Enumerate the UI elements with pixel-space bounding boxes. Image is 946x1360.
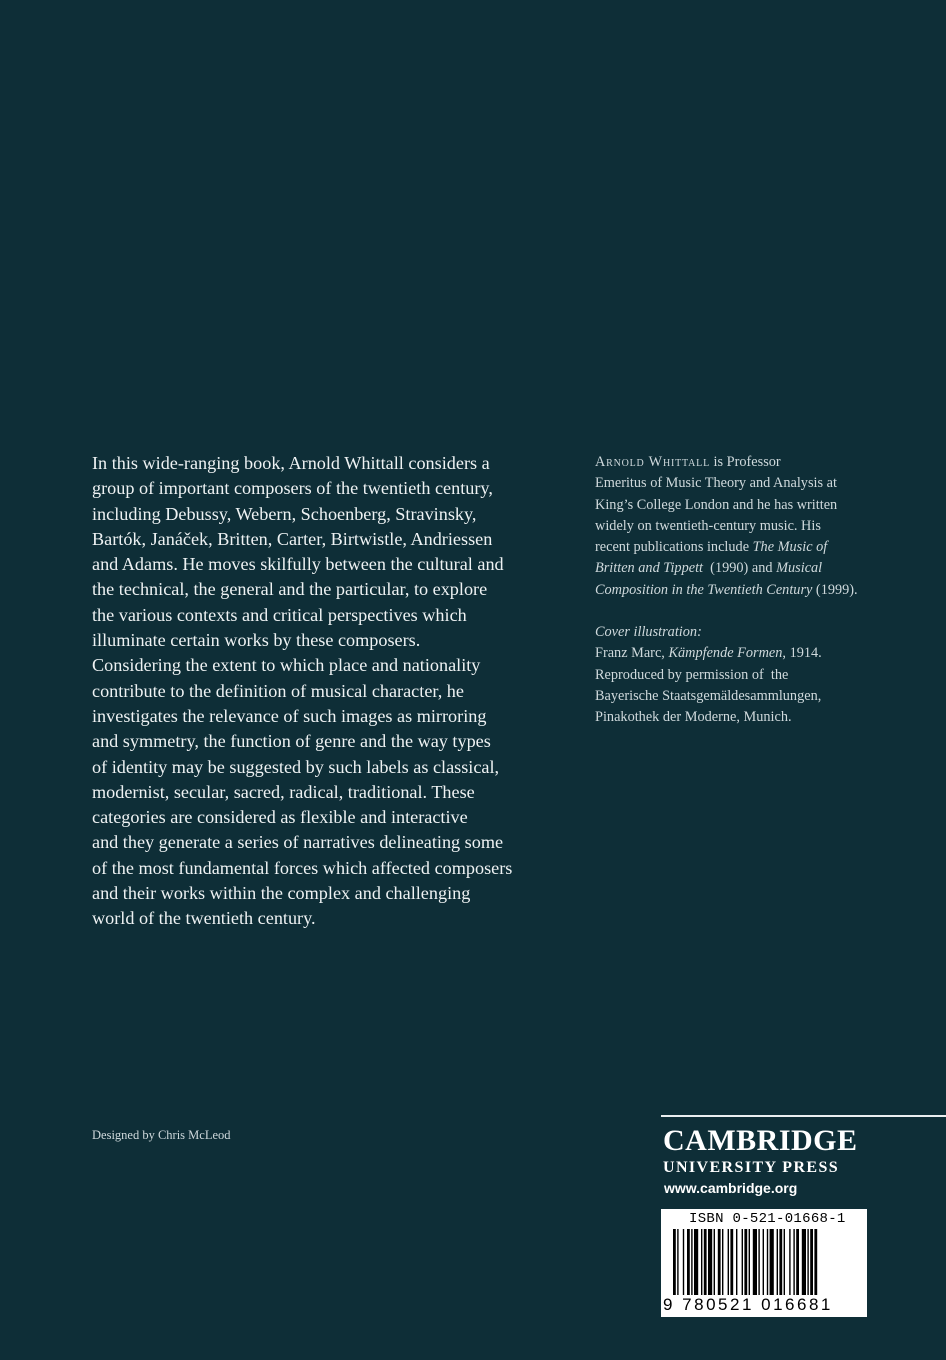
barcode-bar [722,1229,723,1295]
barcode-bar [704,1229,707,1295]
author-text: (1990) and [703,560,777,577]
artwork-title: Kämpfende Formen [668,645,783,662]
blurb-line: modernist, secular, sacred, radical, traditional. These [92,781,475,802]
barcode-bar [777,1229,778,1295]
barcode-bar [784,1229,785,1295]
barcode-bar [677,1229,678,1295]
barcode-bar [694,1229,698,1295]
publisher-url: www.cambridge.org [664,1180,798,1196]
publisher-sub: UNIVERSITY PRESS [663,1159,840,1176]
blurb-line: the technical, the general and the particular, to explore [92,579,488,600]
barcode-bar [753,1229,757,1295]
blurb-text [92,451,542,932]
barcode-bar [810,1229,813,1295]
author-bio-line [595,558,895,579]
blurb-line: including Debussy, Webern, Schoenberg, Stravinsky, [92,503,477,524]
author-bio-line: King’s College London and he has written [595,496,838,513]
barcode-bar [802,1229,806,1295]
cover-text: Franz Marc, [595,645,669,662]
barcode-bar [770,1229,774,1295]
blurb-line: investigates the relevance of such images as mirroring [92,705,487,726]
cover-credit [595,622,895,728]
author-bio-line [595,537,895,558]
barcode-bar [683,1229,684,1295]
isbn-label: ISBN 0-521-01668-1 [689,1211,846,1227]
blurb-line: and Adams. He moves skilfully between the cultural and [92,554,504,575]
author-bio-line: widely on twentieth-century music. His [595,517,821,534]
author-text: recent publications include [595,539,753,556]
blurb-line: contribute to the definition of musical character, he [92,680,464,701]
book-title: Composition in the Twentieth Century [595,581,813,598]
blurb-line: world of the twentieth century. [92,908,316,929]
author-text: is Professor [709,454,781,470]
author-bio-line [595,580,895,601]
barcode-bar [742,1229,743,1295]
blurb-line: illuminate certain works by these composers. [92,630,421,651]
barcode-bar [796,1229,799,1295]
blurb-line: the various contexts and critical perspectives which [92,604,467,625]
barcode-digits: 9 780521 016681 [663,1295,833,1314]
cover-line: Pinakothek der Moderne, Munich. [595,709,792,726]
barcode-bar [763,1229,764,1295]
blurb-line: and symmetry, the function of genre and the way types [92,731,491,752]
barcode-bar [701,1229,702,1295]
barcode-bar [793,1229,794,1295]
designer-credit: Designed by Chris McLeod [92,1128,231,1142]
author-bio-line: Emeritus of Music Theory and Analysis at [595,475,837,492]
barcode-bar [718,1229,721,1295]
publisher-rule [661,1115,946,1117]
barcode-bar [708,1229,712,1295]
blurb-line: and they generate a series of narratives delineating some [92,832,504,853]
author-bio-line [595,452,895,473]
cover-text: , 1914. [782,645,822,662]
barcode-bar [673,1229,676,1295]
book-title: Musical [776,560,823,577]
blurb-line: group of important composers of the twentieth century, [92,478,493,499]
publisher-name: CAMBRIDGE [663,1124,858,1157]
barcode-bars [673,1229,857,1295]
barcode-bar [789,1229,790,1295]
barcode-bar [758,1229,759,1295]
barcode-bar [744,1229,747,1295]
barcode-bar [728,1229,729,1295]
blurb-line: Bartók, Janáček, Britten, Carter, Birtwistle, Andriessen [92,528,493,549]
barcode [661,1209,867,1317]
author-bio [595,452,895,601]
blurb-line: Considering the extent to which place and nationality [92,655,481,676]
book-title: Britten and Tippett [595,560,704,577]
barcode-bar [749,1229,750,1295]
barcode-bar [691,1229,692,1295]
cover-heading: Cover illustration: [595,624,702,640]
cover-line: Reproduced by permission of the [595,666,789,683]
barcode-bar [687,1229,690,1295]
barcode-bar [807,1229,808,1295]
blurb-line: of the most fundamental forces which affected composers [92,857,513,878]
barcode-bar [736,1229,737,1295]
cover-line [595,643,895,664]
publisher-logo [663,1124,858,1178]
barcode-bar [714,1229,715,1295]
blurb-line: and their works within the complex and challenging [92,883,471,904]
book-title: The Music of [752,539,828,556]
cover-line: Bayerische Staatsgemäldesammlungen, [595,687,822,704]
barcode-bar [779,1229,782,1295]
barcode-bar [814,1229,817,1295]
barcode-bar [767,1229,768,1295]
blurb-line: categories are considered as flexible and interactive [92,807,468,828]
author-name: Arnold Whittall [595,454,710,470]
blurb-line: of identity may be suggested by such labels as classical, [92,756,500,777]
barcode-bar [730,1229,733,1295]
author-text: (1999). [812,581,858,598]
blurb-line: In this wide-ranging book, Arnold Whittall considers a [92,453,490,473]
